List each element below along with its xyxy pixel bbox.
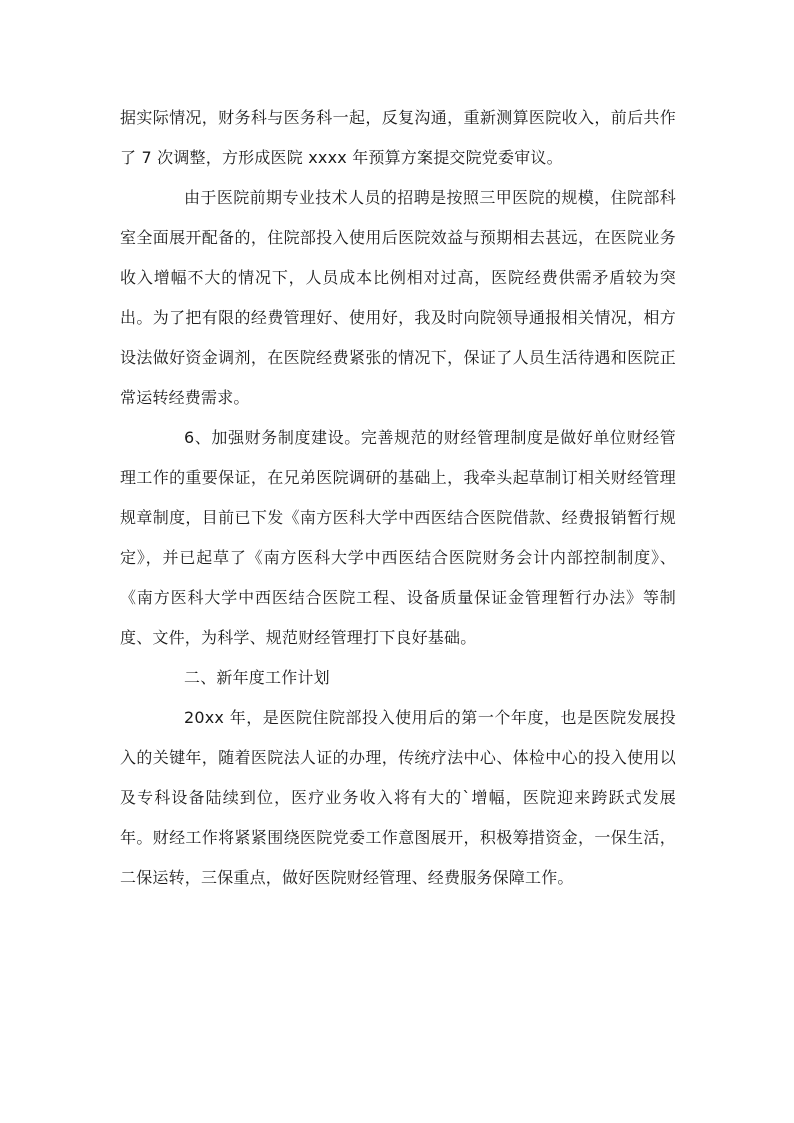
document-body bbox=[120, 98, 676, 898]
paragraph-new-year-plan: 20xx 年，是医院住院部投入使用后的第一个年度，也是医院发展投入的关键年，随着医院法人证的办理，传统疗法中心、体检中心的投入使用以及专科设备陆续到位，医疗业务收入将有大的`增幅，医院迎来跨跃式发展年。财经工作将紧紧围绕医院党委工作意图展开，积极筹措资金，一保生活，二保运转，三保重点，做好医院财经管理、经费服务保障工作。 bbox=[120, 708, 676, 887]
paragraph-staffing-costs: 由于医院前期专业技术人员的招聘是按照三甲医院的规模，住院部科室全面展开配备的，住院部投入使用后医院效益与预期相去甚远，在医院业务收入增幅不大的情况下，人员成本比例相对过高，医院经费供需矛盾较为突出。为了把有限的经费管理好、使用好，我及时向院领导通报相关情况，相方设法做好资金调剂，在医院经费紧张的情况下，保证了人员生活待遇和医院正常运转经费需求。 bbox=[120, 188, 676, 407]
paragraph-continuation: 据实际情况，财务科与医务科一起，反复沟通，重新测算医院收入，前后共作了 7 次调整，方形成医院 xxxx 年预算方案提交院党委审议。 bbox=[120, 108, 676, 167]
paragraph-financial-regulations: 6、加强财务制度建设。完善规范的财经管理制度是做好单位财经管理工作的重要保证，在兄弟医院调研的基础上，我牵头起草制订相关财经管理规章制度，目前已下发《南方医科大学中西医结合医院借款、经费报销暂行规定》，并已起草了《南方医科大学中西医结合医院财务会计内部控制制度》、《南方医科大学中西医结合医院工程、设备质量保证金管理暂行办法》等制度、文件，为科学、规范财经管理打下良好基础。 bbox=[120, 428, 676, 647]
section-heading-new-year-plan: 二、新年度工作计划 bbox=[184, 668, 330, 687]
